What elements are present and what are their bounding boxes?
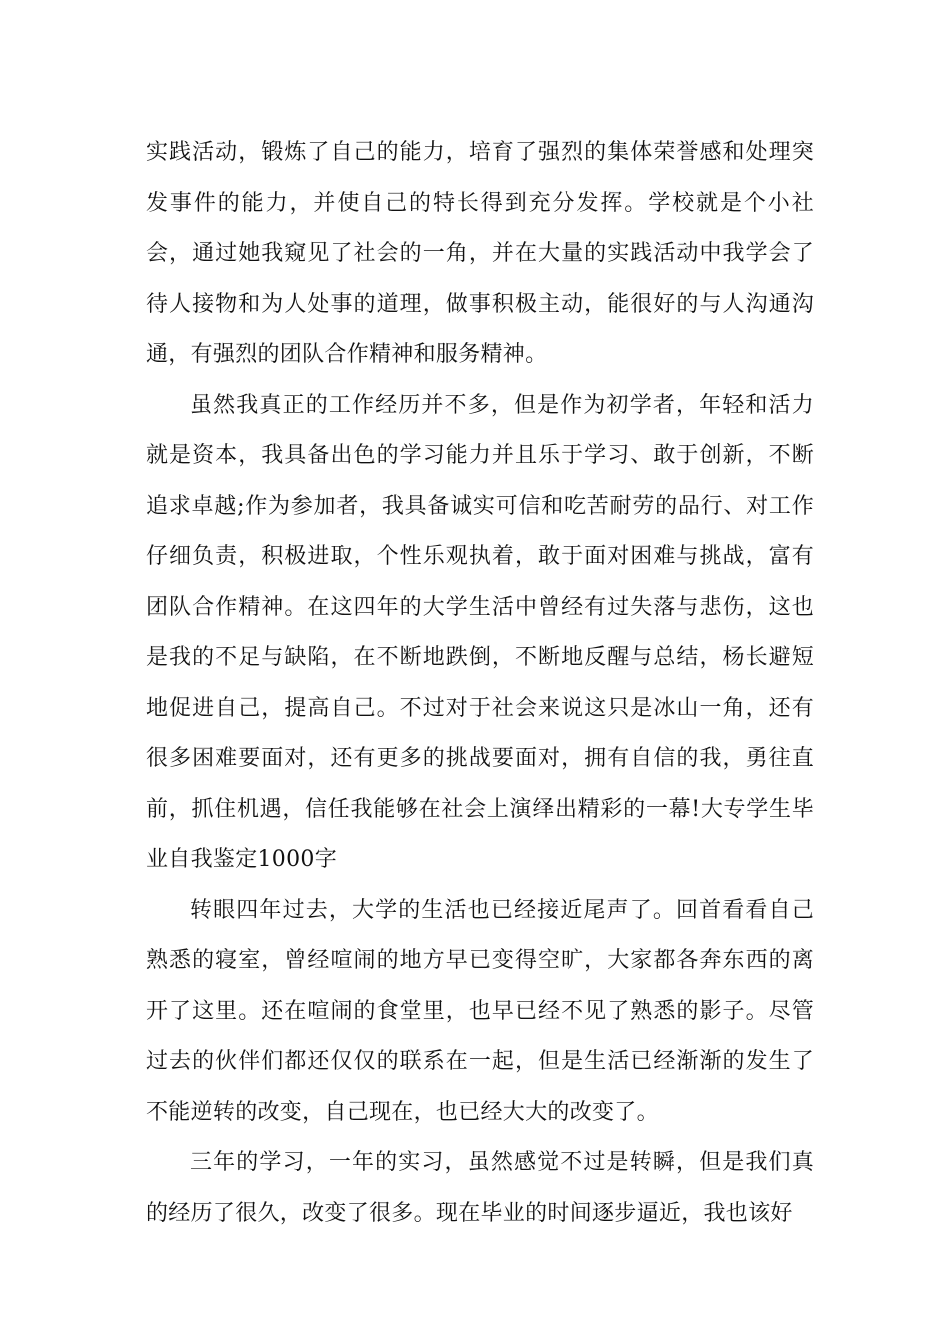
paragraph-four-years: 转眼四年过去，大学的生活也已经接近尾声了。回首看看自己熟悉的寝室，曾经喧闹的地方早已变得空旷，大家都各奔东西的离开了这里。还在喧闹的食堂里，也早已经不见了熟悉的影子。尽管过去的伙伴们都还仅仅的联系在一起，但是生活已经渐渐的发生了不能逆转的改变，自己现在，也已经大大的改变了。 [146,897,814,1125]
paragraph-experience: 虽然我真正的工作经历并不多，但是作为初学者，年轻和活力就是资本，我具备出色的学习能力并且乐于学习、敢于创新，不断追求卓越;作为参加者，我具备诚实可信和吃苦耐劳的品行、对工作仔细负责，积极进取，个性乐观执着，敢于面对困难与挑战，富有团队合作精神。在这四年的大学生活中曾经有过失落与悲伤，这也是我的不足与缺陷，在不断地跌倒，不断地反醒与总结，杨长避短地促进自己，提高自己。不过对于社会来说这只是冰山一角，还有很多困难要面对，还有更多的挑战要面对，拥有自信的我，勇往直前，抓住机遇，信任我能够在社会上演绎出精彩的一幕!大专学生毕业自我鉴定1000字 [146,392,814,872]
paragraph-three-years: 三年的学习，一年的实习，虽然感觉不过是转瞬，但是我们真的经历了很久，改变了很多。现在毕业的时间逐步逼近，我也该好 [146,1150,814,1226]
paragraph-continued: 实践活动，锻炼了自己的能力，培育了强烈的集体荣誉感和处理突发事件的能力，并使自己的特长得到充分发挥。学校就是个小社会，通过她我窥见了社会的一角，并在大量的实践活动中我学会了待人接物和为人处事的道理，做事积极主动，能很好的与人沟通沟通，有强烈的团队合作精神和服务精神。 [146,140,814,367]
document-body [146,128,814,1239]
